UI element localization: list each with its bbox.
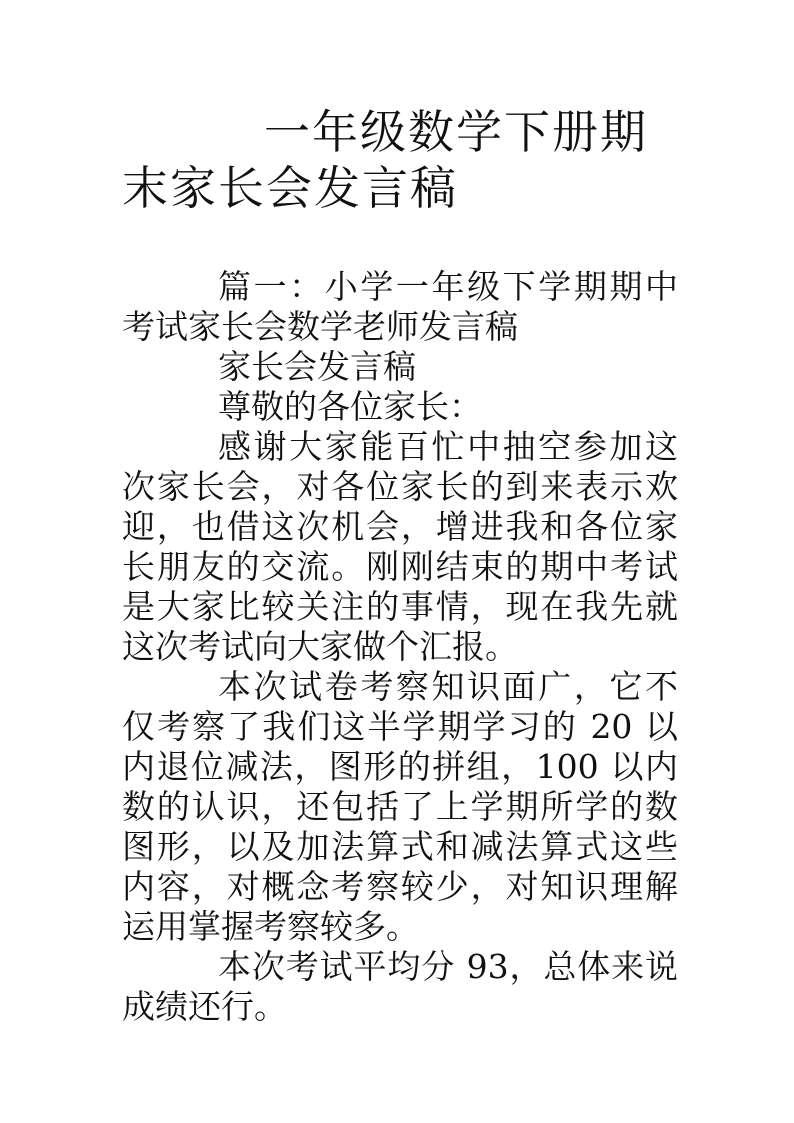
- paragraph-exam-result: 本次考试平均分 93，总体来说成绩还行。: [122, 947, 678, 1026]
- document-body: [122, 267, 678, 1027]
- paragraph-speech-title: 家长会发言稿: [218, 347, 416, 386]
- paragraph-welcome: 感谢大家能百忙中抽空参加这次家长会，对各位家长的到来表示欢迎，也借这次机会，增进我和各位家长朋友的交流。刚刚结束的期中考试是大家比较关注的事情，现在我先就这次考试向大家做个汇报。: [122, 427, 678, 666]
- paragraph-article-heading: 篇一：小学一年级下学期期中考试家长会数学老师发言稿: [122, 267, 678, 346]
- paragraph-exam-content: 本次试卷考察知识面广，它不仅考察了我们这半学期学习的 20 以内退位减法，图形的拼组，100 以内数的认识，还包括了上学期所学的数图形，以及加法算式和减法算式这些内容，对概念考察较少，对知识理解运用掌握考察较多。: [122, 667, 678, 946]
- paragraph-salutation: 尊敬的各位家长：: [218, 387, 482, 426]
- document-title: 一年级数学下册期末家长会发言稿: [122, 105, 648, 215]
